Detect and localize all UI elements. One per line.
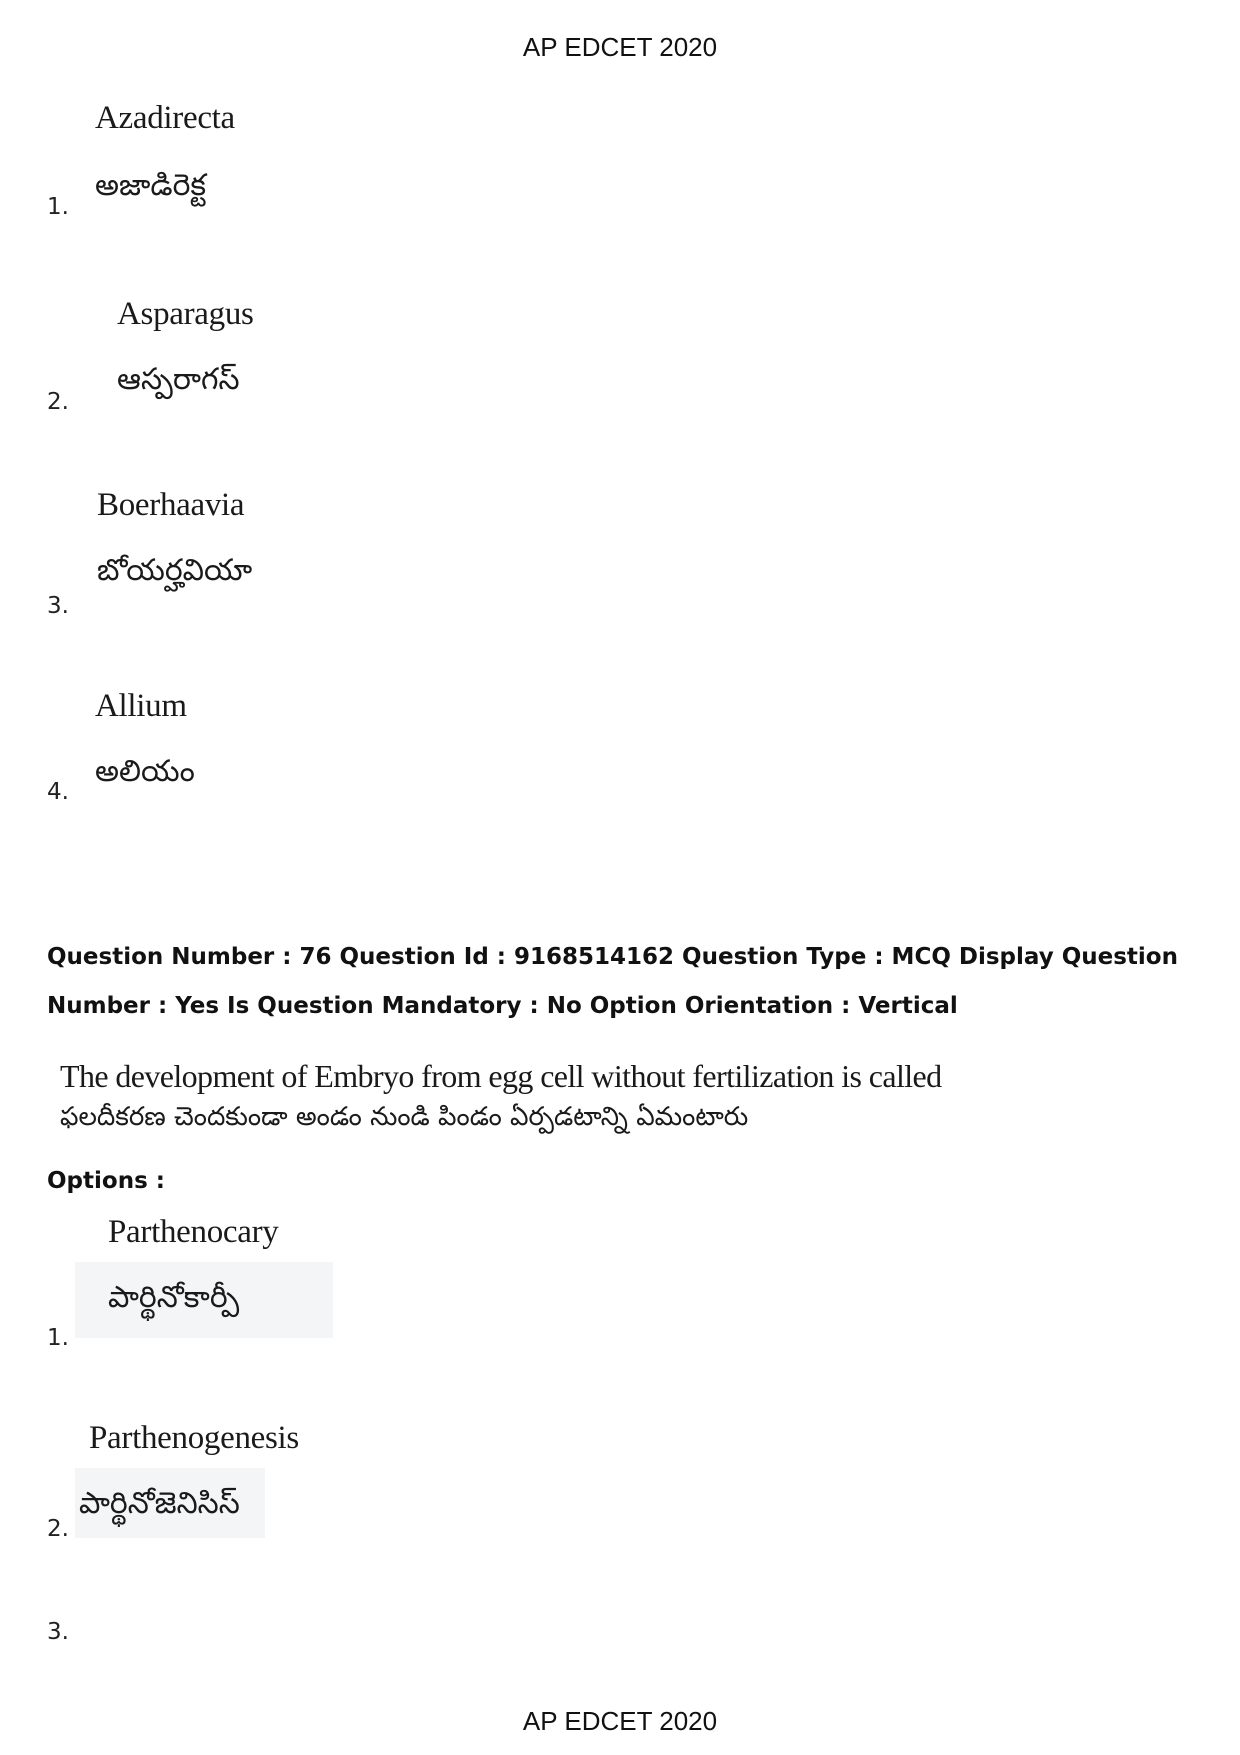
option-telugu-text: అలియం	[95, 754, 195, 789]
option-english-text: Azadirecta	[95, 100, 235, 136]
option-number: 3.	[47, 1619, 69, 1645]
option-english-text: Parthenocary	[108, 1214, 279, 1250]
option-telugu-text: అజాడిరెక్ట	[95, 168, 207, 203]
question-meta-line-2: Number : Yes Is Question Mandatory : No Option Orientation : Vertical	[47, 993, 958, 1019]
option-telugu-text: బోయర్హవియా	[97, 553, 253, 588]
option-number: 4.	[47, 779, 69, 805]
page-header: AP EDCET 2020	[522, 32, 718, 62]
option-number: 1.	[47, 1325, 69, 1351]
option-english-text: Parthenogenesis	[89, 1420, 299, 1456]
option-english-text: Asparagus	[117, 296, 254, 332]
option-english-text: Allium	[95, 688, 187, 724]
option-number: 2.	[47, 389, 69, 415]
question-text-english: The development of Embryo from egg cell without fertilization is called	[60, 1058, 942, 1094]
question-meta-line-1: Question Number : 76 Question Id : 9168514162 Question Type : MCQ Display Question	[47, 944, 1178, 970]
option-number: 2.	[47, 1516, 69, 1542]
option-number: 1.	[47, 194, 69, 220]
option-telugu-text: పార్థినోకార్పీ	[108, 1280, 240, 1315]
page-footer: AP EDCET 2020	[522, 1706, 718, 1736]
question-text-telugu: ఫలదీకరణ చెందకుండా అండం నుండి పిండం ఏర్పడటాన్ని ఏమంటారు	[60, 1102, 749, 1132]
option-telugu-text: ఆస్పరాగస్	[117, 362, 240, 397]
option-english-text: Boerhaavia	[97, 487, 245, 523]
option-telugu-text: పార్థినోజెనిసిస్	[79, 1486, 240, 1521]
options-label: Options :	[47, 1168, 165, 1194]
option-number: 3.	[47, 593, 69, 619]
